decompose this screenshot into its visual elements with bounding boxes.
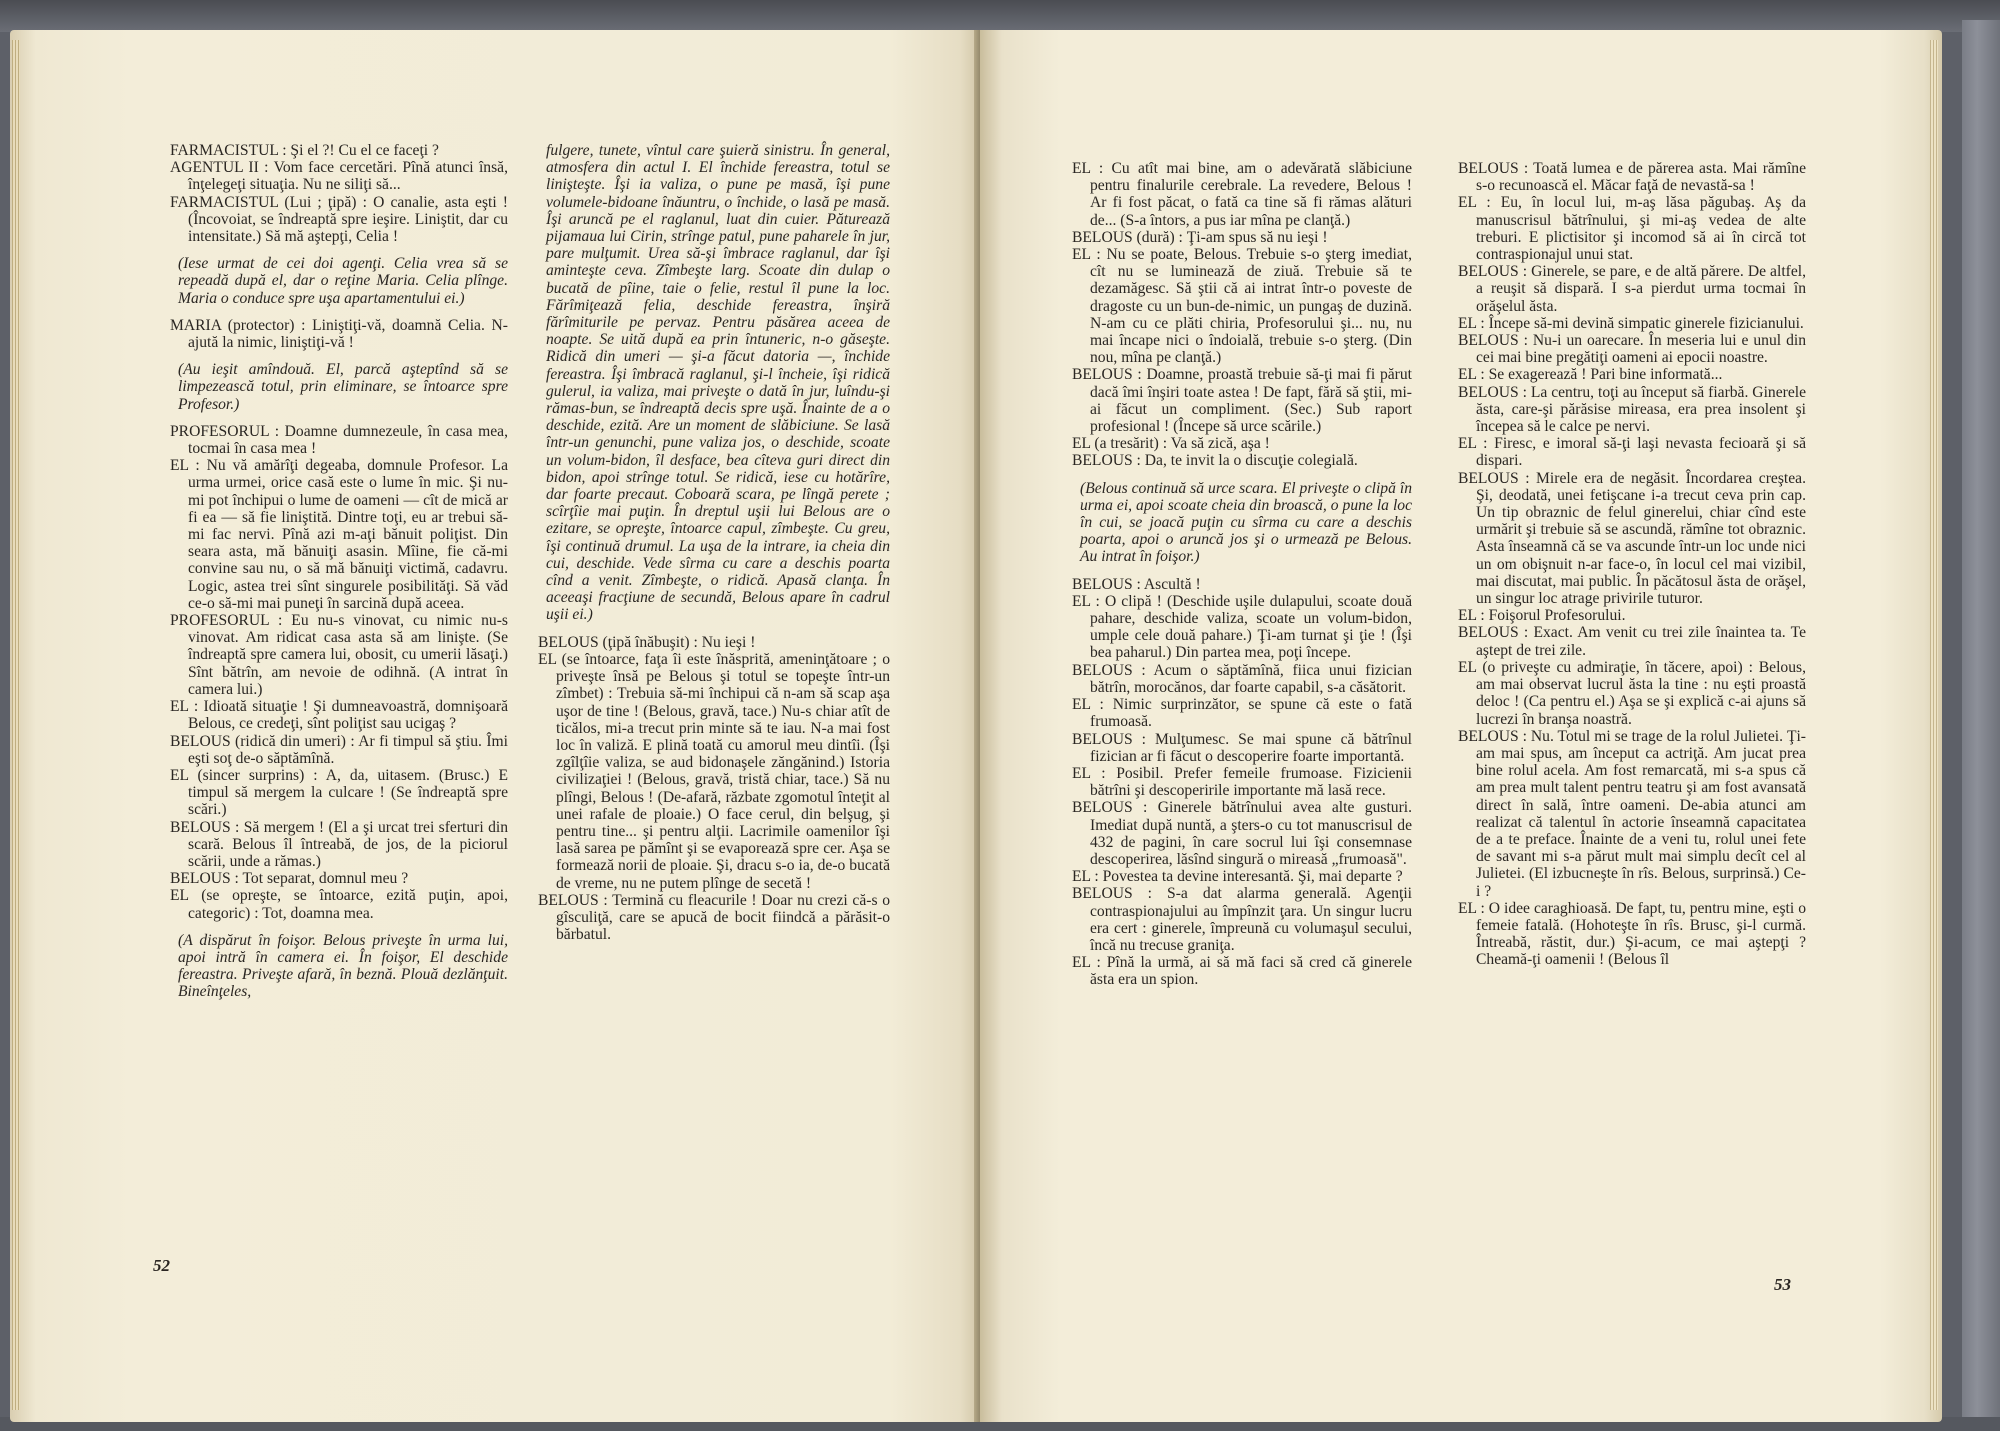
dialogue-paragraph: EL : Eu, în locul lui, m-aş lăsa păgubaş. Aş da manuscrisul bătrînului, şi mi-aş vedea de alte treburi. E plictisitor şi incomod să ai în circă tot contraspionajul unui stat.: [1458, 194, 1806, 264]
stage-direction: fulgere, tunete, vîntul care şuieră sinistru. În general, atmosfera din actul I. El închide fereastra, totul se linişteşte. Îşi ia valiza, o pune pe masă, îşi pune volumele-bidoane înăuntru, o închide, o lasă pe masă. Îşi aruncă pe el raglanul, luat din cuier. Păturează pijamaua lui Cirin, strînge patul, pune paharele în jur, pare mulţumit. Urea să-şi îmbrace raglanul, dar îşi aminteşte ceva. Zîmbeşte larg. Scoate din dulap o bucată de pîine, taie o felie, restul îl pune la loc. Fărîmiţează felia, deschide fereastra, înşiră fărîmiturile pe pervaz. Pentru păsărea aceea de noapte. Se uită după ea prin întuneric, n-o găseşte. Ridică din umeri — şi-a făcut datoria —, închide fereastra. Îşi îmbracă raglanul, şi-l încheie, îşi ridică gulerul, ia valiza, mai priveşte o dată în jur, luîndu-şi rămas-bun, se îndreaptă decis spre uşă. Înainte de a o deschide, ezită. Are un moment de slăbiciune. Se lasă într-un genunchi, pune valiza jos, o deschide, scoate un volum-bidon, îl desface, bea cîteva guri direct din bidon, apoi strînge totul. Se ridică, iese cu hotărîre, dar foarte precaut. Coboară scara, pe lîngă perete ; scîrţîie mai puţin. În dreptul uşii lui Belous are o ezitare, se opreşte, întoarce capul, zîmbeşte. Cu greu, îşi continuă drumul. La uşa de la intrare, ia cheia din cui, deschide. Vede sîrma cu care a deschis poarta cînd a venit. Zîmbeşte, o ridică. Apasă clanţa. În aceeaşi fracţiune de secundă, Belous apare în cadrul uşii ei.): [546, 142, 890, 624]
dialogue-paragraph: EL (o priveşte cu admiraţie, în tăcere, apoi) : Belous, am mai observat lucrul ăsta la tine : nu eşti proastă deloc ! (Ca pentru el.) Aşa se şi explică c-ai ajuns să lucrezi în branşa noastră.: [1458, 658, 1806, 728]
left-page-column-1: [170, 142, 508, 1001]
dialogue-paragraph: BELOUS : Mulţumesc. Se mai spune că bătrînul fizician ar fi făcut o descoperire foarte importantă.: [1072, 730, 1412, 765]
dialogue-paragraph: BELOUS : Da, te invit la o discuţie colegială.: [1072, 452, 1358, 470]
dialogue-paragraph: EL : Începe să-mi devină simpatic ginerele fizicianului.: [1458, 314, 1804, 332]
right-page-column-1: [1072, 160, 1412, 989]
dialogue-paragraph: EL : Posibil. Prefer femeile frumoase. Fizicienii bătrîni şi descoperirile importante mă lasă rece.: [1072, 764, 1412, 800]
dialogue-paragraph: BELOUS : Mirele era de negăsit. Încordarea creştea. Şi, deodată, unei fetişcane i-a trecut ceva prin cap. Un tip obraznic de felul ginerelui, chiar cînd este urmărit şi trebuie să se ascundă, rămîne tot obraznic. Asta înseamnă că se va ascunde într-un loc unde nici un om obişnuit n-ar face-o, în locul cel mai vizibil, mai discutat, mai public. În păcătosul ăsta de orăşel, un singur loc atrage privirile tuturor.: [1458, 469, 1806, 608]
dialogue-paragraph: EL : Foişorul Profesorului.: [1458, 607, 1626, 625]
book-cover-right: [1962, 20, 2000, 1431]
dialogue-paragraph: EL (se întoarce, faţa îi este înăsprită, ameninţătoare ; o priveşte însă pe Belous şi totul se topeşte într-un zîmbet) : Trebuia să-mi închipui că n-am să scap aşa uşor de tine ! (Belous, gravă, tace.) Nu-s chiar atît de ticălos, mi-a trecut prin minte să te iau. N-a mai fost loc în valiză. E plină toată cu amorul meu dintîi. (Îşi zgîlţîie valiza, se aud bidonaşele zăngănind.) Istoria civilizaţiei ! (Belous, gravă, tristă chiar, tace.) Să nu plîngi, Belous ! (De-afară, răzbate zgomotul înteţit al unei rafale de ploaie.) O face cerul, din belşug, şi pentru tine... şi pentru alţii. Lacrimile oamenilor îşi lasă sarea pe pămînt şi se evaporează spre cer. Aşa se formează norii de ploaie. Şi, dracu s-o ia, de-o bucată de vreme, nu ne putem plînge de secetă !: [538, 650, 890, 892]
dialogue-paragraph: BELOUS (ţipă înăbuşit) : Nu ieşi !: [538, 633, 756, 651]
stage-direction: (Belous continuă să urce scara. El priveşte o clipă în urma ei, apoi scoate cheia din broască, o pune la loc în cui, se joacă puţin cu sîrma cu care a deschis poarta, apoi o aruncă jos şi o urmează pe Belous. Au intrat în foişor.): [1080, 479, 1412, 566]
dialogue-paragraph: EL : O clipă ! (Deschide uşile dulapului, scoate două pahare, deschide valiza, scoate un volum-bidon, umple cele două pahare.) Ţi-am turnat şi ţie ! (Îşi bea paharul.) Din partea mea, poţi începe.: [1072, 592, 1412, 662]
stage-direction: (Au ieşit amîndouă. El, parcă aşteptînd să se limpezească totul, prin eliminare, se întoarce spre Profesor.): [178, 361, 508, 413]
dialogue-paragraph: MARIA (protector) : Liniştiţi-vă, doamnă Celia. N-ajută la nimic, liniştiţi-vă !: [170, 316, 508, 352]
dialogue-paragraph: EL : Nu vă amărîţi degeaba, domnule Profesor. La urma urmei, orice casă este o lume în mic. Şi nu-mi pot închipui o lume de oameni — cît de mică ar fi ea — să fie liniştită. Dintre toţi, eu ar trebui să-mi fac nervi. Pînă azi m-aţi bănuit poliţist. Din seara asta, mă bănuiţi asasin. Mîine, fie că-mi convine sau nu, o să mă bănuiţi victimă, cadavru. Logic, astea trei sînt singurele posibilităţi. Să văd ce-o să-mi mai puneţi în sarcină după aceea.: [170, 457, 508, 612]
dialogue-paragraph: BELOUS : Să mergem ! (El a şi urcat trei sferturi din scară. Belous îl întreabă, de jos, de la piciorul scării, unde a rămas.): [170, 818, 508, 870]
dialogue-paragraph: EL : Se exagerează ! Pari bine informată...: [1458, 366, 1723, 384]
book-cover-top: [0, 0, 2000, 32]
dialogue-paragraph: BELOUS (dură) : Ţi-am spus să nu ieşi !: [1072, 228, 1328, 246]
dialogue-paragraph: BELOUS : Ginerele, se pare, e de altă părere. De altfel, a reuşit să dispară. I s-a pierdut urma tocmai în orăşelul ăsta.: [1458, 263, 1806, 315]
page-edges-right: [1930, 40, 1938, 1410]
dialogue-paragraph: EL : Firesc, e imoral să-ţi laşi nevasta fecioară şi să dispari.: [1458, 435, 1806, 470]
dialogue-paragraph: EL (sincer surprins) : A, da, uitasem. (Brusc.) E timpul să mergem la culcare ! (Se îndreaptă spre scări.): [170, 766, 508, 819]
stage-direction: (Iese urmat de cei doi agenţi. Celia vrea să se repeadă după el, dar o reţine Maria. Celia plînge. Maria o conduce spre uşa apartamentului ei.): [178, 255, 508, 307]
right-page-column-2: [1458, 160, 1806, 969]
dialogue-paragraph: BELOUS : Nu-i un oarecare. În meseria lui e unul din cei mai bine pregătiţi oameni ai epocii noastre.: [1458, 332, 1806, 367]
dialogue-paragraph: BELOUS : Ginerele bătrînului avea alte gusturi. Imediat după nuntă, a şters-o cu tot manuscrisul de 432 de pagini, în care socrul lui îşi consemnase descoperirea, lăsînd singură o mireasă „frumoasă".: [1072, 799, 1412, 868]
dialogue-paragraph: EL : Cu atît mai bine, am o adevărată slăbiciune pentru finalurile cerebrale. La revedere, Belous ! Ar fi fost păcat, o fată ca tine să fi rămas alături de... (S-a întors, a pus iar mîna pe clanţă.): [1072, 160, 1412, 229]
dialogue-paragraph: BELOUS : Termină cu fleacurile ! Doar nu crezi că-s o gîsculiţă, care se apucă de bocit fiindcă a părăsit-o bărbatul.: [538, 891, 890, 944]
dialogue-paragraph: AGENTUL II : Vom face cercetări. Pînă atunci însă, înţelegeţi situaţia. Nu ne siliţi să...: [170, 159, 508, 194]
dialogue-paragraph: BELOUS : Acum o săptămînă, fiica unui fizician bătrîn, morocănos, dar foarte capabil, s-a căsătorit.: [1072, 661, 1412, 696]
dialogue-paragraph: EL : Pînă la urmă, ai să mă faci să cred că ginerele ăsta era un spion.: [1072, 954, 1412, 989]
dialogue-paragraph: PROFESORUL : Eu nu-s vinovat, cu nimic nu-s vinovat. Am ridicat casa asta să am linişte. (Se îndreaptă spre camera lui, obosit, cu umerii lăsaţi.) Sînt bătrîn, am nevoie de odihnă. (A intrat în camera lui.): [170, 612, 508, 698]
left-page: [10, 30, 982, 1422]
dialogue-paragraph: EL : Nimic surprinzător, se spune că este o fată frumoasă.: [1072, 696, 1412, 731]
page-edges-left: [12, 40, 20, 1410]
dialogue-paragraph: EL : O idee caraghioasă. De fapt, tu, pentru mine, eşti o femeie fatală. (Hohoteşte în rîs. Brusc, şi-l curmă. Întreabă, răstit, dur.) Şi-acum, ce mai aştepţi ? Cheamă-ţi oamenii ! (Belous îl: [1458, 899, 1806, 969]
dialogue-paragraph: EL : Povestea ta devine interesantă. Şi, mai departe ?: [1072, 868, 1403, 886]
dialogue-paragraph: BELOUS : Toată lumea e de părerea asta. Mai rămîne s-o recunoască el. Măcar faţă de nevastă-sa !: [1458, 160, 1806, 195]
dialogue-paragraph: EL : Idioată situaţie ! Şi dumneavoastră, domnişoară Belous, ce credeţi, sînt poliţist sau ucigaş ?: [170, 698, 508, 733]
dialogue-paragraph: EL (se opreşte, se întoarce, ezită puţin, apoi, categoric) : Tot, doamna mea.: [170, 887, 508, 922]
dialogue-paragraph: BELOUS : Exact. Am venit cu trei zile înaintea ta. Te aştept de trei zile.: [1458, 624, 1806, 659]
dialogue-paragraph: BELOUS : Nu. Totul mi se trage de la rolul Julietei. Ţi-am mai spus, am început ca actriţă. Am jucat prea bine rolul acela. Am fost remarcată, mi s-a spus că am prea mult talent pentru teatru şi am fost avansată direct în sală, între oameni. De-abia atunci am realizat că talentul în actorie înseamnă capacitatea de a te preface. Înainte de a veni tu, rolul unei fete de savant mi s-a părut mult mai simplu decît cel al Julietei. (El izbucneşte în rîs. Belous, surprinsă.) Ce-i ?: [1458, 727, 1806, 900]
stage-direction: (A dispărut în foişor. Belous priveşte în urma lui, apoi intră în camera ei. În foişor, El deschide fereastra. Priveşte afară, în beznă. Plouă dezlănţuit. Bineînţeles,: [178, 931, 508, 1001]
page-number-right: 53: [1774, 1275, 1791, 1294]
dialogue-paragraph: EL : Nu se poate, Belous. Trebuie s-o şterg imediat, cît nu se luminează de ziuă. Trebuie să te dezamăgesc. Să ştii că ai intrat într-o poveste de dragoste cu un bun-de-nimic, un pungaş de duzină. N-am cu ce plăti chiria, Profesorului şi... nu, nu mai încape nici o îndoială, trebuie s-o şterg. (Din nou, mîna pe clanţă.): [1072, 246, 1412, 367]
dialogue-paragraph: BELOUS : Ascultă !: [1072, 575, 1201, 593]
dialogue-paragraph: BELOUS (ridică din umeri) : Ar fi timpul să ştiu. Îmi eşti soţ de-o săptămînă.: [170, 732, 508, 767]
page-number-left: 52: [153, 1256, 170, 1275]
dialogue-paragraph: BELOUS : S-a dat alarma generală. Agenţii contraspionajului au împînzit ţara. Un singur lucru era cert : ginerele, împreună cu volumaşul secului, încă nu trecuse graniţa.: [1072, 885, 1412, 954]
dialogue-paragraph: FARMACISTUL : Şi el ?! Cu el ce faceţi ?: [170, 142, 439, 159]
dialogue-paragraph: FARMACISTUL (Lui ; ţipă) : O canalie, asta eşti ! (Încovoiat, se îndreaptă spre ieşire. Liniştit, dar cu intensitate.) Să mă aştepţi, Celia !: [170, 193, 508, 246]
dialogue-paragraph: EL (a tresărit) : Va să zică, aşa !: [1072, 435, 1270, 453]
left-page-column-2: [538, 142, 890, 943]
dialogue-paragraph: BELOUS : Tot separat, domnul meu ?: [170, 870, 409, 888]
dialogue-paragraph: BELOUS : Doamne, proastă trebuie să-ţi mai fi părut dacă îmi înşiri toate astea ! De fapt, fără să ştii, mi-ai făcut un compliment. (Sec.) Sub raport profesional ! (Începe să urce scările.): [1072, 366, 1412, 436]
right-page: [980, 30, 1942, 1422]
dialogue-paragraph: BELOUS : La centru, toţi au început să fiarbă. Ginerele ăsta, care-şi părăsise mireasa, era prea insolent şi începea să le calce pe nervi.: [1458, 383, 1806, 436]
dialogue-paragraph: PROFESORUL : Doamne dumnezeule, în casa mea, tocmai în casa mea !: [170, 422, 508, 458]
